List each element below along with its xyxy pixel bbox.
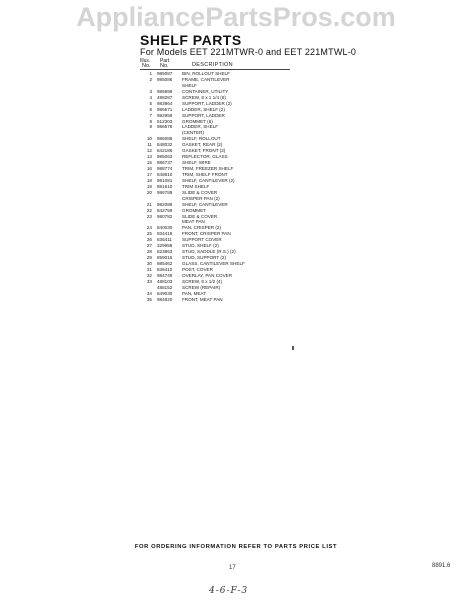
header-part-label: Part [160, 58, 170, 64]
part-number: 848610 [157, 171, 173, 177]
part-number: 849030 [157, 290, 173, 296]
part-description: GLASS, CANTILEVER SHELF [182, 261, 245, 266]
part-number: 848032 [157, 142, 173, 148]
header-part-no-label: No. [160, 63, 169, 69]
part-number: 982088 [157, 201, 173, 207]
part-description: FRAME, CANTILEVER [182, 76, 230, 82]
parts-row [140, 297, 340, 303]
part-number: 985087 [157, 71, 173, 76]
header-no-label: No. [142, 63, 151, 69]
parts-list [140, 71, 340, 303]
part-number: 985063 [157, 154, 173, 160]
illus-number: 16 [146, 166, 152, 171]
illus-number: 25 [146, 231, 152, 237]
part-number: 986899 [157, 88, 173, 94]
part-description: STUD, SUPPORT (2) [182, 255, 226, 261]
part-description: SUPPORT COVER [182, 237, 222, 243]
illus-number: 3 [149, 88, 152, 94]
illus-number: 21 [146, 201, 152, 207]
part-description: SUPPORT, LADDER (2) [182, 100, 232, 106]
models-subtitle: For Models EET 221MTWR-0 and EET 221MTWL-0 [140, 47, 357, 57]
part-description: TRIM SHELF [182, 183, 210, 189]
part-number: 983964 [157, 100, 173, 106]
part-description: PAN, CRISPER (2) [182, 225, 221, 231]
part-description: POST, COVER [182, 266, 213, 272]
part-number: 842186 [157, 148, 173, 154]
ordering-info-note: FOR ORDERING INFORMATION REFER TO PARTS PRICE LIST [134, 544, 338, 550]
illus-number: 18 [146, 177, 152, 183]
part-number: 512303 [157, 118, 173, 124]
part-description: SCREW, 8 x 1/2 (4) [182, 278, 223, 284]
illus-number: 34 [146, 290, 152, 296]
part-number: 488152 [157, 284, 173, 290]
part-description: REFLECTOR, GLASS [182, 154, 228, 160]
page-number: 17 [229, 565, 236, 571]
illus-number: 10 [146, 136, 152, 142]
part-description: SHELF, ROLLOUT [182, 136, 221, 142]
illus-number: 31 [146, 266, 152, 272]
part-description: STUD, SHELF (2) [182, 243, 219, 249]
illus-number: 7 [149, 112, 152, 118]
part-number: 986789 [157, 189, 173, 195]
part-description: FRONT, CRISPER PAN [182, 231, 231, 237]
header-description-label: DESCRIPTION [192, 62, 233, 68]
part-number: 982959 [157, 112, 173, 118]
header-divider [140, 69, 290, 70]
header-illus-label: Illus. [140, 58, 151, 64]
page-title: SHELF PARTS [140, 32, 242, 48]
part-description: PAN, MEAT [182, 290, 207, 296]
stray-mark [292, 346, 294, 350]
part-description: GROMMET (6) [182, 118, 213, 124]
part-description: FRONT, MEAT PAN [182, 296, 223, 302]
illus-number: 23 [146, 213, 152, 219]
part-number: 985462 [157, 261, 173, 266]
part-description: CRISPER PAN (2) [182, 195, 220, 201]
part-description: SLIDE & COVER [182, 189, 218, 195]
part-number: 988774 [157, 166, 173, 171]
illus-number: 13 [146, 154, 152, 160]
part-number: 986737 [157, 160, 173, 166]
part-number: 981610 [157, 183, 173, 189]
illus-number: 22 [146, 207, 152, 213]
part-number: 842759 [157, 207, 173, 213]
illus-number: 35 [146, 296, 152, 302]
part-number: 488103 [157, 278, 173, 284]
part-number: 981081 [157, 177, 173, 183]
part-description: LADDER, SHELF (2) [182, 106, 225, 112]
part-number: 823863 [157, 249, 173, 255]
part-description: GASKET, FRONT (2) [182, 148, 226, 154]
part-description: TRIM, SHELF FRONT [182, 171, 228, 177]
illus-number: 30 [146, 261, 152, 266]
part-description: OVERLAY, PAN COVER [182, 272, 233, 278]
part-description: GASKET, REAR (2) [182, 142, 223, 148]
illus-number: 20 [146, 189, 152, 195]
handwritten-note: 4-6-F-3 [209, 586, 249, 596]
illus-number: 24 [146, 225, 152, 231]
illus-number: 27 [146, 243, 152, 249]
part-description: STUD, SADDLE (R.S.) (2) [182, 249, 236, 255]
part-description: SCREW (REPAIR) [182, 284, 221, 290]
part-number: 985086 [157, 76, 173, 82]
illus-number: 26 [146, 237, 152, 243]
part-number: 980782 [157, 213, 173, 219]
part-number: 859015 [157, 255, 173, 261]
part-description: TRIM, FREEZER SHELF [182, 166, 234, 171]
illus-number: 2 [149, 76, 152, 82]
part-number: 986086 [157, 136, 173, 142]
part-number: 836410 [157, 266, 173, 272]
part-description: SHELF, CANTILEVER [182, 201, 228, 207]
part-description: CONTAINER, UTILITY [182, 88, 229, 94]
illus-number: 33 [146, 278, 152, 284]
part-number: 984749 [157, 272, 173, 278]
part-description: SCREW, 8 x 1 1/4 (8) [182, 94, 226, 100]
illus-number: 8 [149, 118, 152, 124]
illus-number: 4 [149, 94, 152, 100]
part-description: SLIDE & COVER [182, 213, 218, 219]
part-description: MEAT PAN [182, 219, 205, 225]
part-description: GROMMET [182, 207, 206, 213]
illus-number: 5 [149, 100, 152, 106]
part-description: SHELF [182, 82, 197, 88]
part-description: LADDER, SHELF [182, 124, 218, 130]
part-number: 984820 [157, 296, 173, 302]
part-number: 488287 [157, 94, 173, 100]
illus-number: 1 [149, 71, 152, 76]
part-number: 840030 [157, 225, 173, 231]
illus-number: 12 [146, 148, 152, 154]
illus-number: 32 [146, 272, 152, 278]
part-number: 934419 [157, 231, 173, 237]
part-number: 986576 [157, 124, 173, 130]
part-description: SUPPORT, LADDER [182, 112, 225, 118]
illus-number: 29 [146, 255, 152, 261]
part-number: 836411 [157, 237, 172, 243]
part-number: 329958 [157, 243, 173, 249]
illus-number: 9 [149, 124, 152, 130]
illus-number: 6 [149, 106, 152, 112]
illus-number: 28 [146, 249, 152, 255]
part-description: SHELF, CANTILEVER (2) [182, 177, 235, 183]
illus-number: 17 [146, 171, 152, 177]
site-watermark: AppliancePartsPros.com [76, 2, 396, 32]
part-description: BIN, ROLLOUT SHELF [182, 71, 230, 76]
illus-number: 19 [146, 183, 152, 189]
illus-number: 15 [146, 160, 152, 166]
part-description: (CENTER) [182, 130, 204, 136]
form-code: 8891.6 [432, 563, 451, 569]
part-description: SHELF, WIRE [182, 160, 211, 166]
illus-number: 11 [147, 142, 152, 148]
part-number: 986571 [157, 106, 173, 112]
